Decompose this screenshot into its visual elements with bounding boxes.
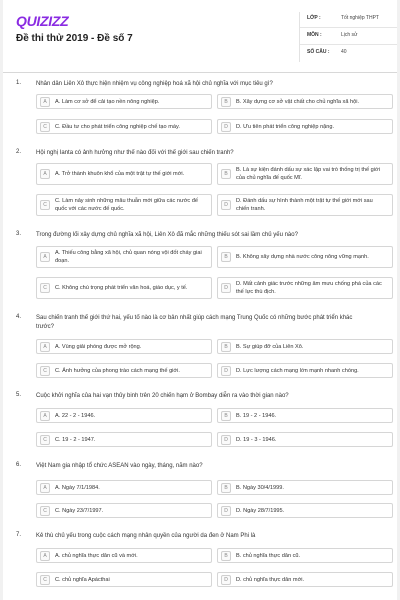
option-text: C. 19 - 2 - 1947. <box>55 436 96 443</box>
answer-option[interactable] <box>36 119 212 134</box>
option-text: A. chủ nghĩa thực dân cũ và mới. <box>55 552 138 559</box>
option-text: B. Sự giúp đỡ của Liên Xô. <box>236 343 304 350</box>
quizizz-logo: QUIZIZZ <box>16 13 69 29</box>
option-text: B. Là sự kiện đánh dấu sự xác lập vai trò thống trị thế giới của chủ nghĩa đế quốc Mĩ. <box>236 167 380 181</box>
option-letter: A <box>40 97 50 107</box>
option-text: C. Không chú trọng phát triển văn hoá, giáo dục, y tế. <box>55 285 188 291</box>
answer-option[interactable] <box>36 339 212 354</box>
option-text: B. Xây dựng cơ sở vật chất cho chủ nghĩa xã hội. <box>236 98 360 105</box>
question-text: Nhân dân Liên Xô thực hiện nhiệm vụ công nghiệp hoá xã hội chủ nghĩa với mục tiêu gì? <box>36 81 273 87</box>
question-number: 4. <box>16 314 22 320</box>
answer-option[interactable] <box>217 119 393 134</box>
answer-option[interactable] <box>36 194 212 216</box>
meta-count-value: 40 <box>341 49 347 55</box>
question-text: Kẻ thù chủ yếu trong cuộc cách mạng nhân quyền của người da đen ở Nam Phi là <box>36 533 256 539</box>
answer-option[interactable] <box>217 339 393 354</box>
answer-option[interactable] <box>217 277 393 299</box>
option-text: C. chủ nghĩa Apácthai <box>55 576 110 583</box>
option-text: C. Ảnh hưởng của phong trào cách mạng thế giới. <box>55 367 180 374</box>
answer-option[interactable] <box>217 363 393 378</box>
question-number: 1. <box>16 80 22 86</box>
option-letter: D <box>221 366 231 376</box>
option-text: B. Ngày 30/4/1999. <box>236 484 284 491</box>
answer-option[interactable] <box>217 408 393 423</box>
option-letter: C <box>40 575 50 585</box>
answer-option[interactable] <box>36 246 212 268</box>
answer-option[interactable] <box>36 432 212 447</box>
answer-option[interactable] <box>217 432 393 447</box>
exam-title: Đề thi thử 2019 - Đề số 7 <box>16 33 133 44</box>
option-letter: D <box>221 283 231 293</box>
option-letter: C <box>40 283 50 293</box>
option-text: D. Ưu tiên phát triển công nghiệp nặng. <box>236 123 335 130</box>
option-letter: C <box>40 435 50 445</box>
option-text: A. Vùng giải phóng được mở rộng. <box>55 343 142 350</box>
option-letter: D <box>221 200 231 210</box>
quiz-page <box>3 0 397 600</box>
answer-option[interactable] <box>217 480 393 495</box>
question-text: Cuộc khởi nghĩa của hai vạn thủy binh trên 20 chiến hạm ở Bombay diễn ra vào thời gian nào? <box>36 393 289 399</box>
meta-class-value: Tốt nghiệp THPT <box>341 15 379 21</box>
option-letter: C <box>40 122 50 132</box>
answer-option[interactable] <box>217 548 393 563</box>
option-letter: C <box>40 200 50 210</box>
question-text: Sau chiến tranh thế giới thứ hai, yếu tố nào là cơ bản nhất giúp cách mạng Trung Quốc có những bước phát triển khác trước? <box>36 315 353 330</box>
option-letter: D <box>221 435 231 445</box>
option-text: A. 22 - 2 - 1946. <box>55 412 96 419</box>
option-letter: D <box>221 122 231 132</box>
option-text: A. Làm cơ sở để cải tạo nền nông nghiệp. <box>55 98 160 105</box>
answer-option[interactable] <box>36 277 212 299</box>
option-text: C. Làm nảy sinh những mâu thuẫn mới giữa các nước đế quốc với các nước đế quốc. <box>55 198 198 212</box>
option-text: D. Ngày 28/7/1995. <box>236 507 285 514</box>
answer-option[interactable] <box>36 480 212 495</box>
option-letter: A <box>40 551 50 561</box>
option-letter: A <box>40 252 50 262</box>
question-text: Hội nghị Ianta có ảnh hưởng như thế nào đối với thế giới sau chiến tranh? <box>36 150 234 156</box>
option-text: D. Đánh dấu sự hình thành một trật tự thế giới mới sau chiến tranh. <box>236 198 373 212</box>
question-text: Việt Nam gia nhập tổ chức ASEAN vào ngày, tháng, năm nào? <box>36 463 203 469</box>
option-text: D. Mất cảnh giác trước những âm mưu chống phá của các thế lực thù địch. <box>236 281 382 295</box>
quiz-header <box>3 0 397 73</box>
answer-option[interactable] <box>36 572 212 587</box>
question-number: 3. <box>16 231 22 237</box>
question-text: Trong đường lối xây dựng chủ nghĩa xã hội, Liên Xô đã mắc những thiếu sót sai lầm chủ yếu nào? <box>36 232 298 238</box>
answer-option[interactable] <box>217 94 393 109</box>
option-letter: A <box>40 169 50 179</box>
option-text: C. Ngày 23/7/1997. <box>55 507 104 514</box>
answer-option[interactable] <box>217 163 393 185</box>
option-letter: B <box>221 411 231 421</box>
answer-option[interactable] <box>36 94 212 109</box>
option-letter: B <box>221 97 231 107</box>
answer-option[interactable] <box>36 163 212 185</box>
meta-class-label: LỚP : <box>307 15 321 21</box>
option-text: A. Ngày 7/1/1984. <box>55 484 100 491</box>
option-letter: B <box>221 483 231 493</box>
option-text: B. Không xây dựng nhà nước công nông vững mạnh. <box>236 254 369 260</box>
option-letter: B <box>221 252 231 262</box>
question-number: 2. <box>16 149 22 155</box>
question-number: 6. <box>16 462 22 468</box>
answer-option[interactable] <box>36 503 212 518</box>
meta-count-label: SỐ CÂU : <box>307 49 330 55</box>
option-text: C. Đầu tư cho phát triển công nghiệp chế tạo máy. <box>55 123 180 130</box>
meta-subject-label: MÔN : <box>307 32 322 38</box>
answer-option[interactable] <box>36 548 212 563</box>
option-text: A. Thiếu công bằng xã hội, chủ quan nóng vội đốt cháy giai đoạn. <box>55 250 202 264</box>
option-letter: B <box>221 551 231 561</box>
exam-meta <box>299 12 397 62</box>
option-letter: A <box>40 411 50 421</box>
answer-option[interactable] <box>217 246 393 268</box>
meta-subject <box>300 29 397 45</box>
option-letter: C <box>40 366 50 376</box>
option-text: D. 19 - 3 - 1946. <box>236 436 277 443</box>
question-number: 7. <box>16 532 22 538</box>
meta-subject-value: Lịch sử <box>341 32 358 38</box>
question-number: 5. <box>16 392 22 398</box>
answer-option[interactable] <box>36 363 212 378</box>
option-letter: A <box>40 483 50 493</box>
answer-option[interactable] <box>217 503 393 518</box>
answer-option[interactable] <box>217 194 393 216</box>
meta-count <box>300 46 397 62</box>
option-letter: A <box>40 342 50 352</box>
option-text: D. Lực lượng cách mạng lớn mạnh nhanh chóng. <box>236 367 359 374</box>
option-text: B. 19 - 2 - 1946. <box>236 412 277 419</box>
option-letter: B <box>221 169 231 179</box>
meta-class <box>300 12 397 28</box>
option-letter: B <box>221 342 231 352</box>
answer-option[interactable] <box>217 572 393 587</box>
answer-option[interactable] <box>36 408 212 423</box>
option-text: B. chủ nghĩa thực dân cũ. <box>236 552 301 559</box>
option-letter: D <box>221 575 231 585</box>
option-text: D. chủ nghĩa thực dân mới. <box>236 576 305 583</box>
option-letter: D <box>221 506 231 516</box>
option-text: A. Trở thành khuôn khổ của một trật tự thế giới mới. <box>55 171 185 177</box>
option-letter: C <box>40 506 50 516</box>
